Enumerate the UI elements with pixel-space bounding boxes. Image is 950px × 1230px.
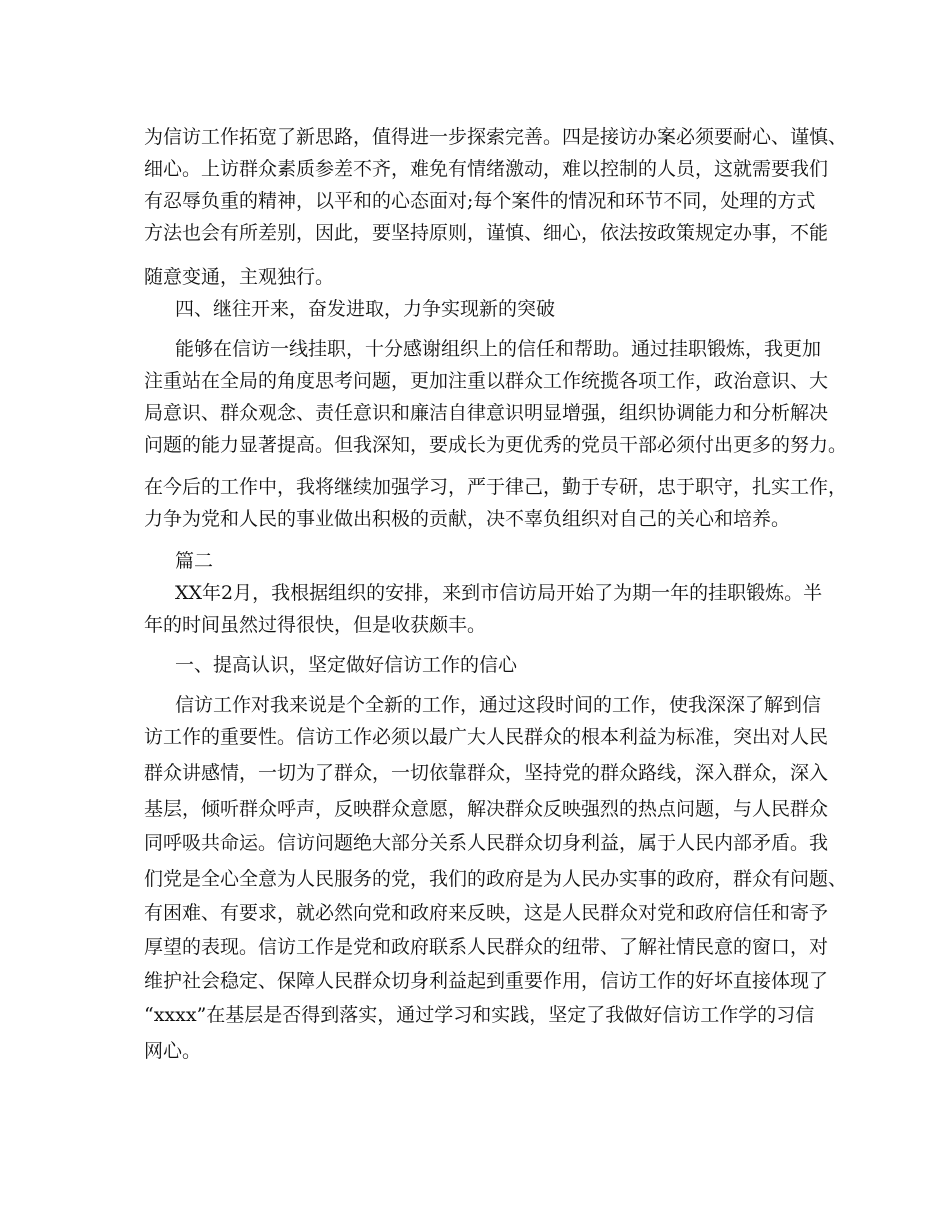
text-line: 细心。上访群众素质参差不齐，难免有情绪激动，难以控制的人员，这就需要我们 bbox=[144, 158, 829, 180]
text-line: 维护社会稳定、保障人民群众切身利益起到重要作用，信访工作的好坏直接体现了 bbox=[144, 970, 829, 992]
text-line: 随意变通，主观独行。 bbox=[144, 266, 335, 288]
text-line: 年的时间虽然过得很快，但是收获颇丰。 bbox=[144, 614, 487, 636]
section-heading: 一、提高认识，坚定做好信访工作的信心 bbox=[175, 654, 518, 676]
text-line: 能够在信访一线挂职，十分感谢组织上的信任和帮助。通过挂职锻炼，我更加 bbox=[175, 338, 822, 360]
text-line: 有困难、有要求，就必然向党和政府来反映，这是人民群众对党和政府信任和寄予 bbox=[144, 902, 829, 924]
text-line: 访工作的重要性。信访工作必须以最广大人民群众的根本利益为标准，突出对人民 bbox=[144, 726, 829, 748]
text-line: 同呼吸共命运。信访问题绝大部分关系人民群众切身利益，属于人民内部矛盾。我 bbox=[144, 832, 829, 854]
text-line: 力争为党和人民的事业做出积极的贡献，决不辜负组织对自己的关心和培养。 bbox=[144, 508, 791, 530]
text-line: 群众讲感情，一切为了群众，一切依靠群众，坚持党的群众路线，深入群众，深入 bbox=[144, 762, 829, 784]
section-heading: 篇二 bbox=[175, 550, 214, 572]
text-line: 厚望的表现。信访工作是党和政府联系人民群众的纽带、了解社情民意的窗口，对 bbox=[144, 936, 829, 958]
text-line: 信访工作对我来说是个全新的工作，通过这段时间的工作，使我深深了解到信 bbox=[175, 694, 822, 716]
section-heading: 四、继往开来，奋发进取，力争实现新的突破 bbox=[175, 298, 556, 320]
text-line: 问题的能力显著提高。但我深知，要成长为更优秀的党员干部必须付出更多的努力。 bbox=[144, 434, 848, 456]
text-line: 注重站在全局的角度思考问题，更加注重以群众工作统揽各项工作，政治意识、大 bbox=[144, 370, 829, 392]
text-line: 局意识、群众观念、责任意识和廉洁自律意识明显增强，组织协调能力和分析解决 bbox=[144, 402, 829, 424]
text-line: 方法也会有所差别，因此，要坚持原则，谨慎、细心，依法按政策规定办事，不能 bbox=[144, 222, 829, 244]
text-line: XX年2月，我根据组织的安排，来到市信访局开始了为期一年的挂职锻炼。半 bbox=[175, 582, 823, 604]
text-line: 在今后的工作中，我将继续加强学习，严于律己，勤于专研，忠于职守，扎实工作， bbox=[144, 476, 848, 498]
text-line: 们党是全心全意为人民服务的党，我们的政府是为人民办实事的政府，群众有问题、 bbox=[144, 868, 848, 890]
text-line: 网心。 bbox=[144, 1040, 202, 1062]
text-line: 基层，倾听群众呼声，反映群众意愿，解决群众反映强烈的热点问题，与人民群众 bbox=[144, 798, 829, 820]
text-line: “xxxx”在基层是否得到落实，通过学习和实践，坚定了我做好信访工作学的习信 bbox=[144, 1004, 815, 1026]
text-line: 为信访工作拓宽了新思路，值得进一步探索完善。四是接访办案必须要耐心、谨慎、 bbox=[144, 126, 848, 148]
text-line: 有忍辱负重的精神，以平和的心态面对;每个案件的情况和环节不同，处理的方式 bbox=[144, 190, 816, 212]
